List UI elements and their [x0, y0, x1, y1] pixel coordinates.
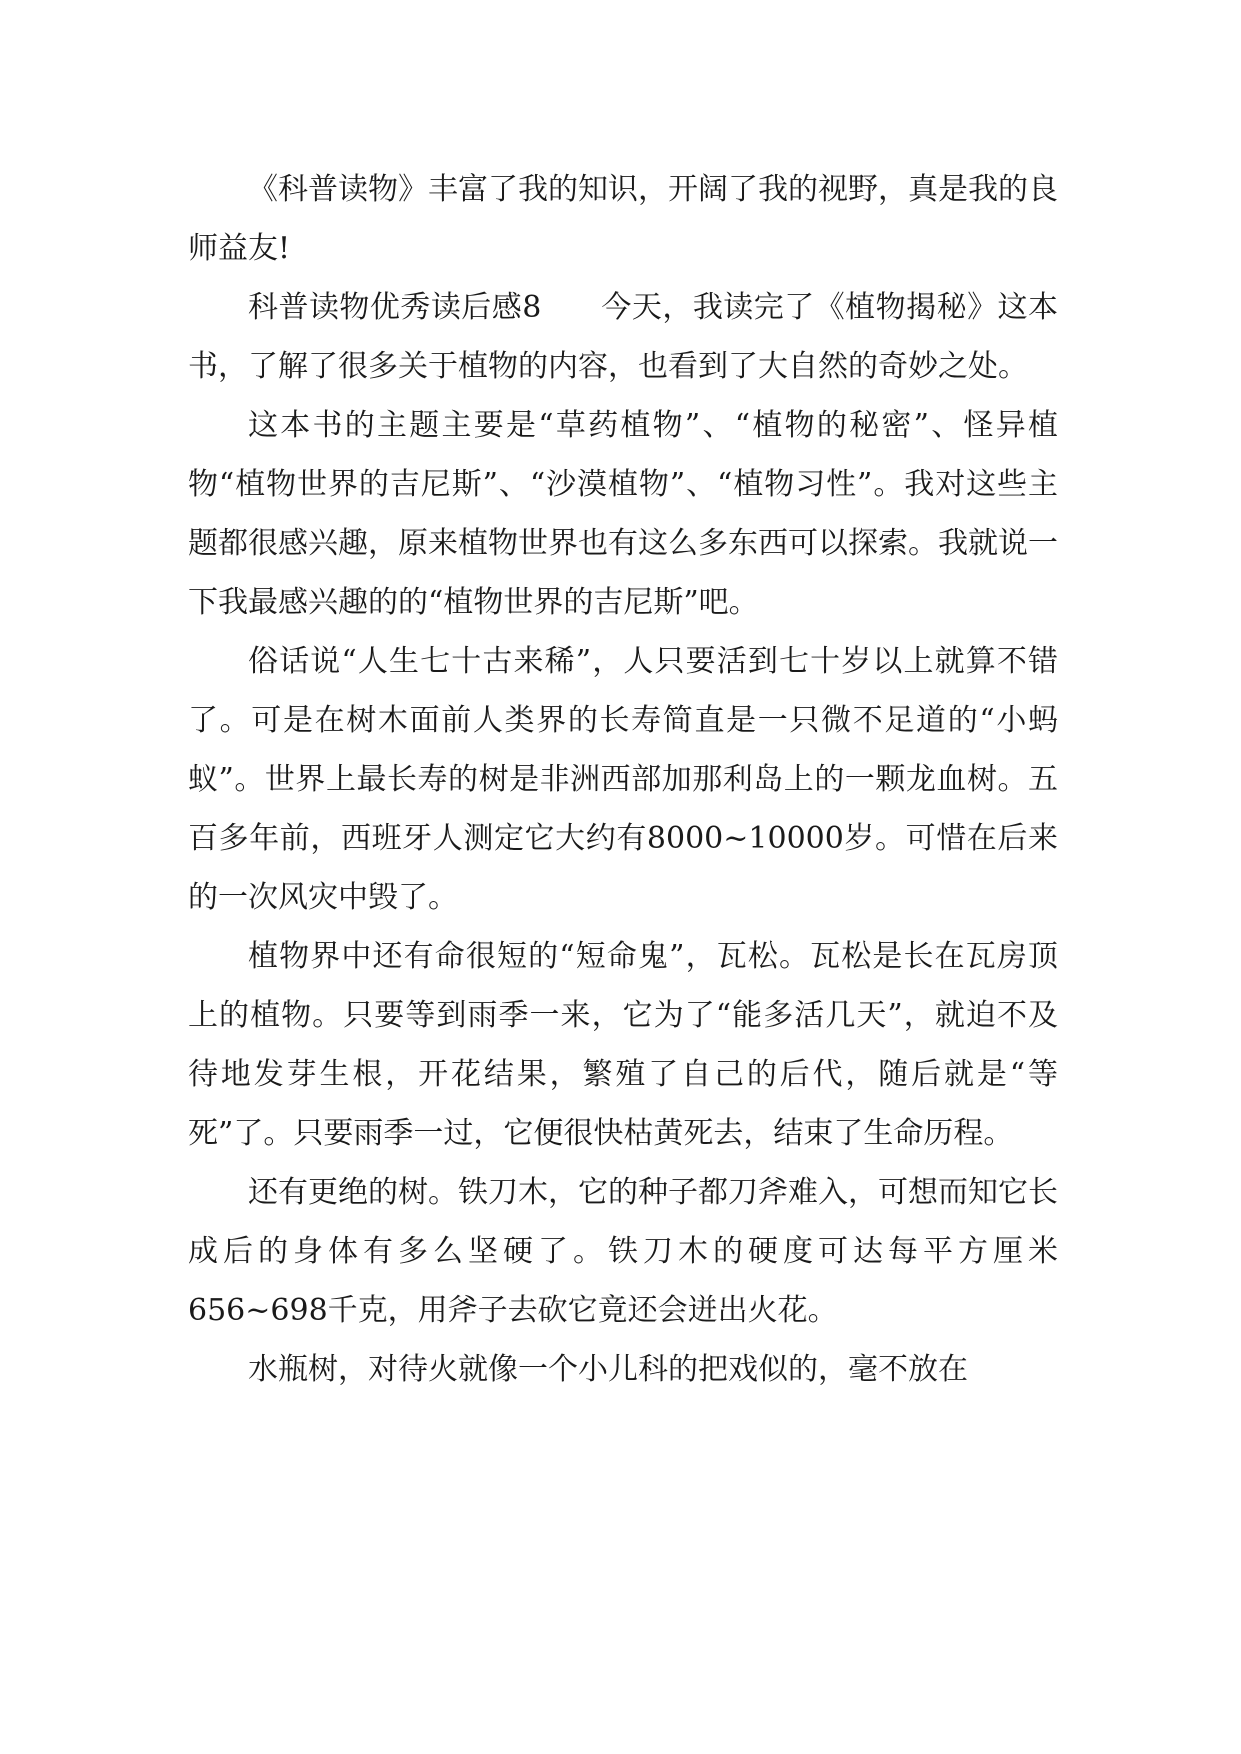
- paragraph-2: [188, 278, 1058, 396]
- essay-heading: 科普读物优秀读后感8: [248, 290, 542, 325]
- paragraph-1: 《科普读物》丰富了我的知识，开阔了我的视野，真是我的良师益友!: [188, 172, 1058, 266]
- essay-opening: 今天，我读完了《植物揭秘》这本书，了解了很多关于植物的内容，也看到了大自然的奇妙之处。: [188, 290, 1059, 384]
- paragraph-3: 这本书的主题主要是“草药植物”、“植物的秘密”、怪异植物“植物世界的吉尼斯”、“沙漠植物”、“植物习性”。我对这些主题都很感兴趣，原来植物世界也有这么多东西可以探索。我就说一下我最感兴趣的的“植物世界的吉尼斯”吧。: [188, 408, 1058, 620]
- paragraph-6: 还有更绝的树。铁刀木，它的种子都刀斧难入，可想而知它长成后的身体有多么坚硬了。铁刀木的硬度可达每平方厘米656~698千克，用斧子去砍它竟还会迸出火花。: [188, 1175, 1058, 1328]
- paragraph-4: 俗话说“人生七十古来稀”，人只要活到七十岁以上就算不错了。可是在树木面前人类界的长寿简直是一只微不足道的“小蚂蚁”。世界上最长寿的树是非洲西部加那利岛上的一颗龙血树。五百多年前，西班牙人测定它大约有8000~10000岁。可惜在后来的一次风灾中毁了。: [188, 644, 1058, 915]
- paragraph-7: 水瓶树，对待火就像一个小儿科的把戏似的，毫不放在: [248, 1352, 968, 1387]
- paragraph-5: 植物界中还有命很短的“短命鬼”，瓦松。瓦松是长在瓦房顶上的植物。只要等到雨季一来，它为了“能多活几天”，就迫不及待地发芽生根，开花结果，繁殖了自己的后代，随后就是“等死”了。只要雨季一过，它便很快枯黄死去，结束了生命历程。: [188, 939, 1058, 1151]
- document-body: [188, 160, 1058, 1399]
